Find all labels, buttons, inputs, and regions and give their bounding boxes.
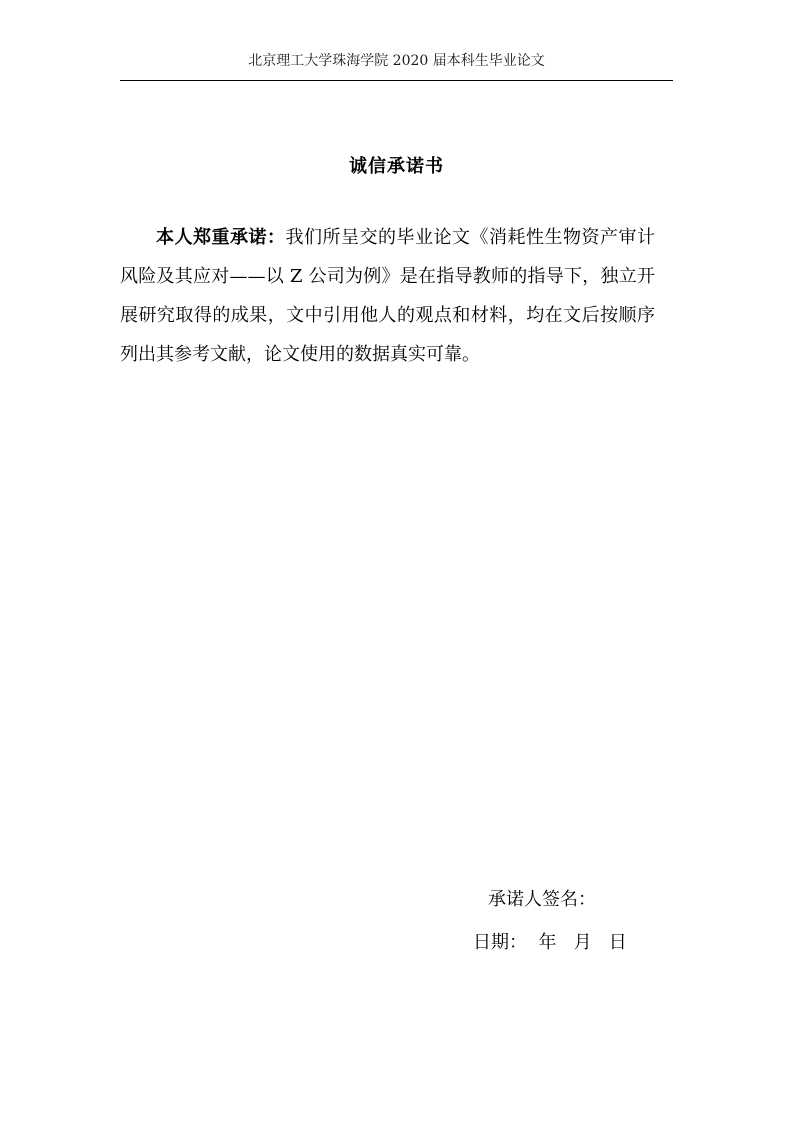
date-line: 日期： 年 月 日	[473, 932, 627, 953]
document-title: 诚信承诺书	[349, 156, 444, 177]
pledge-paragraph	[120, 218, 655, 374]
page-header: 北京理工大学珠海学院 2020 届本科生毕业论文	[248, 53, 545, 69]
header-divider	[120, 80, 673, 81]
signature-line: 承诺人签名：	[488, 889, 596, 910]
pledge-lead: 本人郑重承诺：	[156, 227, 286, 248]
pledge-text: 我们所呈交的毕业论文《消耗性生物资产审计风险及其应对——以 Z 公司为例》是在指导教师的指导下，独立开展研究取得的成果，文中引用他人的观点和材料，均在文后按顺序列出其参考文献，论文使用的数据真实可靠。	[120, 227, 655, 365]
